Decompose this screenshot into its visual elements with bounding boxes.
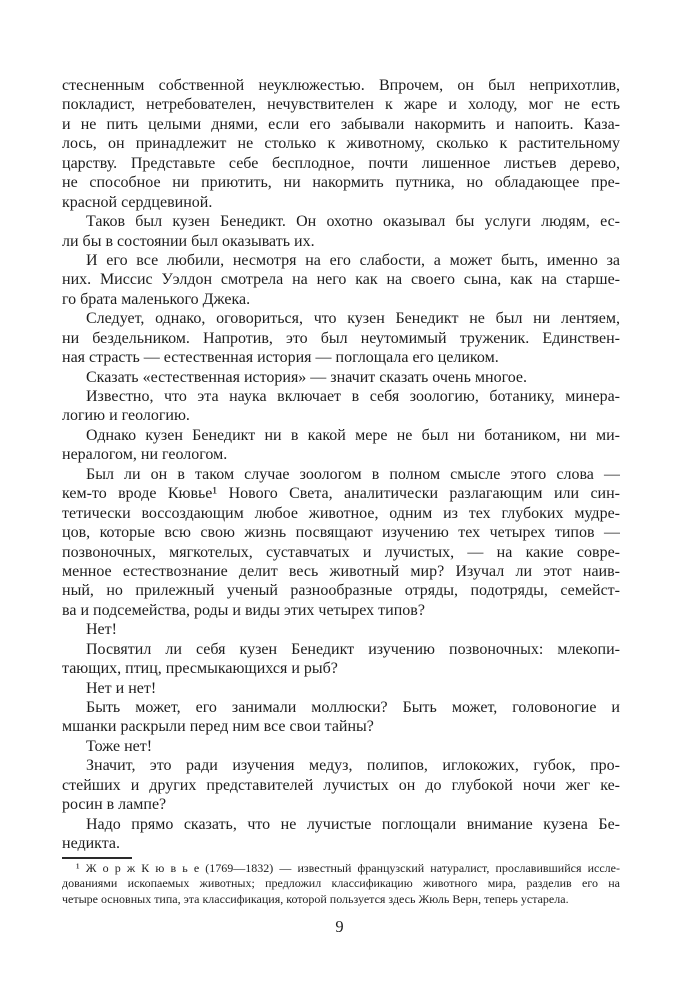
text-line: Сказать «естественная история» — значит сказать очень многое.: [86, 368, 528, 386]
text-line: Однако кузен Бенедикт ни в какой мере не был ни ботаником, ни ми-: [86, 426, 620, 444]
text-line: И его все любили, несмотря на его слабости, а может быть, именно за: [86, 251, 620, 269]
text-line: нералогом, ни геологом.: [62, 446, 228, 464]
body-text: [62, 76, 620, 854]
text-line: красной сердцевиной.: [62, 193, 213, 211]
paragraph: [62, 251, 620, 309]
text-line: ли бы в состоянии был оказывать их.: [62, 232, 315, 250]
text-line: Следует, однако, оговориться, что кузен Бенедикт не был ни лентяем,: [86, 310, 620, 328]
text-line: мшанки раскрыли перед ним все свои тайны?: [62, 718, 374, 736]
paragraph: [62, 640, 620, 679]
text-line: дованиями ископаемых животных; предложил классификацию животного мира, разделив его на: [62, 876, 620, 891]
footnote: [62, 861, 620, 907]
paragraph: [62, 465, 620, 621]
text-line: ва и подсемейства, роды и виды этих четырех типов?: [62, 601, 425, 619]
paragraph: [62, 737, 620, 756]
text-line: тетически воссоздающим любое животное, одним из тех глубоких мудре-: [62, 504, 620, 522]
text-line: царству. Представьте себе бесплодное, почти лишенное листьев дерево,: [62, 154, 620, 172]
text-line: Надо прямо сказать, что не лучистые поглощали внимание кузена Бе-: [86, 815, 620, 833]
text-line: покладист, нетребователен, нечувствителен к жаре и холоду, мог не есть: [62, 96, 620, 114]
paragraph: [62, 387, 620, 426]
text-line: ный, но прилежный ученый разнообразные отряды, подотряды, семейст-: [62, 582, 620, 600]
text-line: го брата маленького Джека.: [62, 290, 251, 308]
text-line: стейших и других представителей лучистых он до глубокой ночи жег ке-: [62, 776, 620, 794]
text-line: росин в лампе?: [62, 796, 167, 814]
text-line: Быть может, его занимали моллюски? Быть может, головоногие и: [86, 699, 620, 716]
text-line: Значит, это ради изучения медуз, полипов, иглокожих, губок, про-: [86, 757, 620, 775]
paragraph: [62, 212, 620, 251]
paragraph: [62, 815, 620, 854]
text-line: Нет!: [86, 621, 117, 639]
text-line: тающих, птиц, пресмыкающихся и рыб?: [62, 660, 338, 678]
text-line: лось, он принадлежит не столько к животному, сколько к растительному: [62, 135, 620, 153]
paragraph: [62, 620, 620, 639]
footnote-separator: [62, 857, 132, 859]
paragraph: [62, 698, 620, 737]
text-line: ни бездельником. Напротив, это был неутомимый труженик. Единствен-: [62, 329, 620, 347]
text-line: логию и геологию.: [62, 407, 190, 425]
paragraph: [62, 426, 620, 465]
text-line: кем-то вроде Кювье¹ Нового Света, аналитически разлагающим или син-: [62, 485, 620, 503]
text-line: позвоночных, мягкотелых, суставчатых и лучистых, — на какие совре-: [62, 543, 620, 561]
text-line: недикта.: [62, 835, 121, 853]
paragraph: [62, 76, 620, 212]
text-line: Таков был кузен Бенедикт. Он охотно оказывал бы услуги людям, ес-: [86, 213, 620, 231]
text-line: стесненным собственной неуклюжестью. Впрочем, он был неприхотлив,: [62, 77, 620, 94]
text-line: ная страсть — естественная история — поглощала его целиком.: [62, 349, 499, 367]
text-line: менное естествознание делит весь животный мир? Изучал ли этот наив-: [62, 562, 620, 580]
text-line: цов, которые всю свою жизнь посвящают изучению тех четырех типов —: [62, 524, 620, 542]
paragraph: [62, 861, 620, 907]
page-number: 9: [335, 917, 344, 936]
text-line: и не пить целыми днями, если его забывали накормить и напоить. Каза-: [62, 115, 620, 133]
paragraph: [62, 368, 620, 387]
text-line: ¹ Ж о р ж К ю в ь е (1769—1832) — известный французский натуралист, прославившийся иссле-: [76, 861, 620, 875]
text-line: Нет и нет!: [86, 679, 157, 697]
text-line: четыре основных типа, эта классификация, которой пользуется здесь Жюль Верн, теперь устарела.: [62, 891, 569, 906]
paragraph: [62, 756, 620, 814]
text-line: Был ли он в таком случае зоологом в полном смысле этого слова —: [86, 465, 620, 483]
paragraph: [62, 309, 620, 367]
paragraph: [62, 679, 620, 698]
text-line: Посвятил ли себя кузен Бенедикт изучению позвоночных: млекопи-: [86, 640, 620, 658]
text-line: Тоже нет!: [86, 737, 153, 755]
text-line: не способное ни приютить, ни накормить путника, но обладающее пре-: [62, 174, 620, 192]
text-line: Известно, что эта наука включает в себя зоологию, ботанику, минера-: [86, 388, 620, 405]
text-line: них. Миссис Уэлдон смотрела на него как на своего сына, как на старше-: [62, 271, 620, 289]
